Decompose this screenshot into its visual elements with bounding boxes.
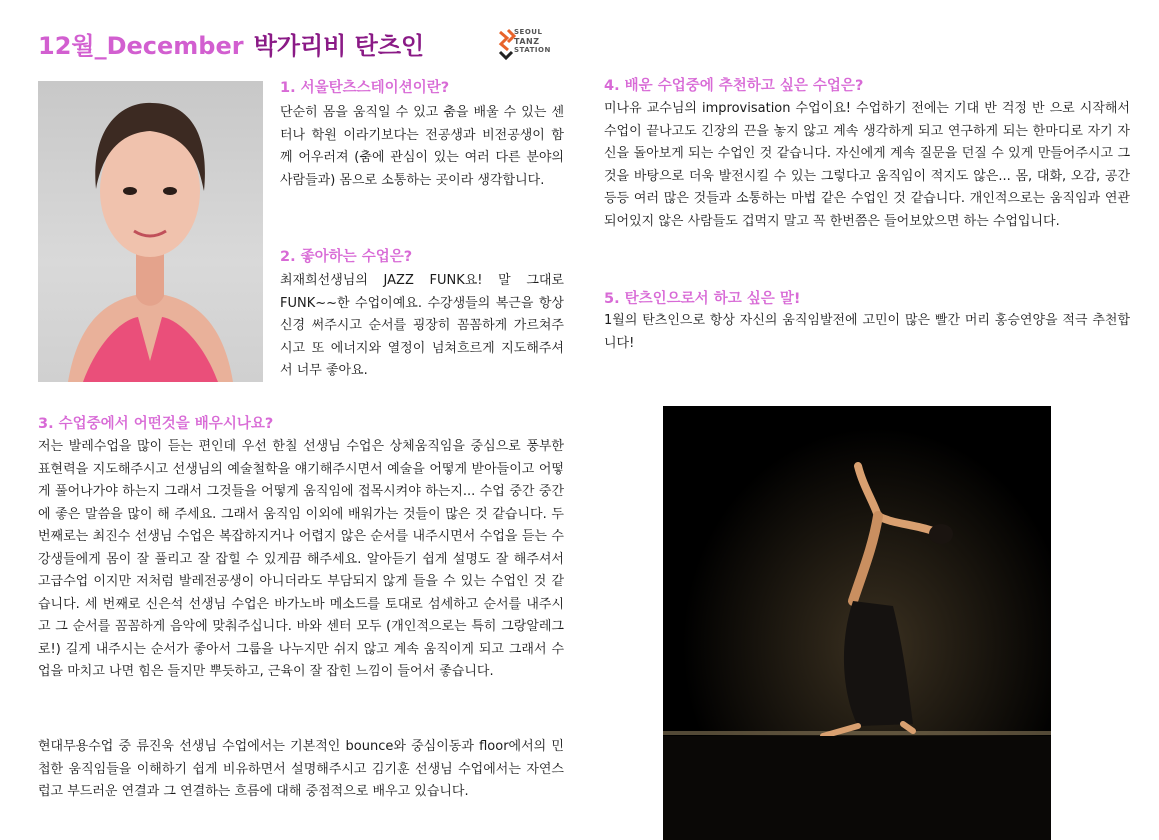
title-name: 박가리비 탄츠인	[253, 32, 425, 60]
seoul-tanz-station-logo	[496, 28, 566, 62]
q2-heading: 2. 좋아하는 수업은?	[280, 249, 413, 265]
q3-body: 저는 발레수업을 많이 듣는 편인데 우선 한칠 선생님 수업은 상체움직임을 중심으로 풍부한 표현력을 지도해주시고 선생님의 예술철학을 얘기해주시면서 예술을 어떻게 받아들이고 어떻게 풀어나가야 하는지 그래서 그것들을 어떻게 움직임에 접목시켜야 하는지... 수업 중간 중간에 좋은 말씀을 많이 해 주세요. 그래서 움직임 이외에 배워가는 것들이 많은 것 같습니다. 두 번째로는 최진수 선생님 수업은 복잡하지거나 어렵지 않은 순서를 내주시면서 수업을 듣는 수강생들에게 몸이 잘 풀리고 잘 잡힐 수 있게끔 해주세요. 알아듣기 쉽게 설명도 잘 해주셔서 고급수업 이지만 저처럼 발레전공생이 아니더라도 부담되지 않게 들을 수 있는 수업인 것 같습니다. 세 번째로 신은석 선생님 수업은 바가노바 메소드를 토대로 섬세하고 순서를 내주시고 그 순서를 꼼꼼하게 음악에 맞춰주십니다. 바와 센터 모두 (개인적으로는 특히 그랑알레그로!) 길게 내주시는 순서가 좋아서 그룹을 나누지만 쉬지 않고 계속 움직이게 되고 그래서 수업을 마치고 나면 힘은 들지만 뿌듯하고, 근육이 잘 잡힌 느낌이 들어서 좋습니다.	[38, 439, 564, 679]
q3-body-2: 현대무용수업 중 류진욱 선생님 수업에서는 기본적인 bounce와 중심이동과 floor에서의 민첩한 움직임들을 이해하기 쉽게 비유하면서 설명해주시고 김기훈 선생님 수업에서는 자연스럽고 부드러운 연결과 그 연결하는 흐름에 대해 중점적으로 배우고 있습니다.	[38, 739, 564, 799]
dance-photo	[663, 406, 1051, 840]
title-month: 12월_December	[38, 32, 244, 60]
logo-line-1: SEOUL	[514, 28, 543, 36]
portrait-photo	[38, 81, 263, 382]
q4-heading: 4. 배운 수업중에 추천하고 싶은 수업은?	[604, 78, 864, 94]
q2-body: 최재희선생님의 JAZZ FUNK요! 말 그대로 FUNK~~한 수업이예요. 수강생들의 복근을 항상 신경 써주시고 순서를 굉장히 꼼꼼하게 가르쳐주시고 또 에너지와 열정이 넘쳐흐르게 지도해주셔서 너무 좋아요.	[280, 273, 564, 378]
q4-body: 미나유 교수님의 improvisation 수업이요! 수업하기 전에는 기대 반 걱정 반 으로 시작해서 수업이 끝나고도 긴장의 끈을 놓지 않고 계속 생각하게 되고 연구하게 되는 한마디로 자기 자신을 돌아보게 되는 수업인 것 같습니다. 자신에게 계속 질문을 던질 수 있게 만들어주시고 그것을 바탕으로 더욱 발전시킬 수 있는 그렇다고 움직임이 적지도 않은... 몸, 대화, 오감, 공간 등등 여러 많은 것들과 소통하는 마법 같은 수업인 것 같습니다. 개인적으로는 움직임과 연관되어있지 않은 사람들도 겁먹지 말고 꼭 한번쯤은 들어보았으면 하는 수업입니다.	[604, 101, 1130, 229]
q5-heading: 5. 탄츠인으로서 하고 싶은 말!	[604, 291, 801, 307]
logo-line-2: TANZ	[514, 37, 540, 46]
q5-body: 1월의 탄츠인으로 항상 자신의 움직임발전에 고민이 많은 빨간 머리 홍승연양을 적극 추천합니다!	[604, 313, 1130, 351]
q1-heading: 1. 서울탄츠스테이션이란?	[280, 80, 450, 96]
logo-line-3: STATION	[514, 46, 551, 54]
q1-body: 단순히 몸을 움직일 수 있고 춤을 배울 수 있는 센터나 학원 이라기보다는 전공생과 비전공생이 함께 어우러져 (춤에 관심이 있는 여러 다른 분야의 사람들과) 몸으로 소통하는 곳이라 생각합니다.	[280, 105, 564, 188]
page-title	[38, 26, 424, 61]
q3-heading: 3. 수업중에서 어떤것을 배우시나요?	[38, 416, 274, 432]
